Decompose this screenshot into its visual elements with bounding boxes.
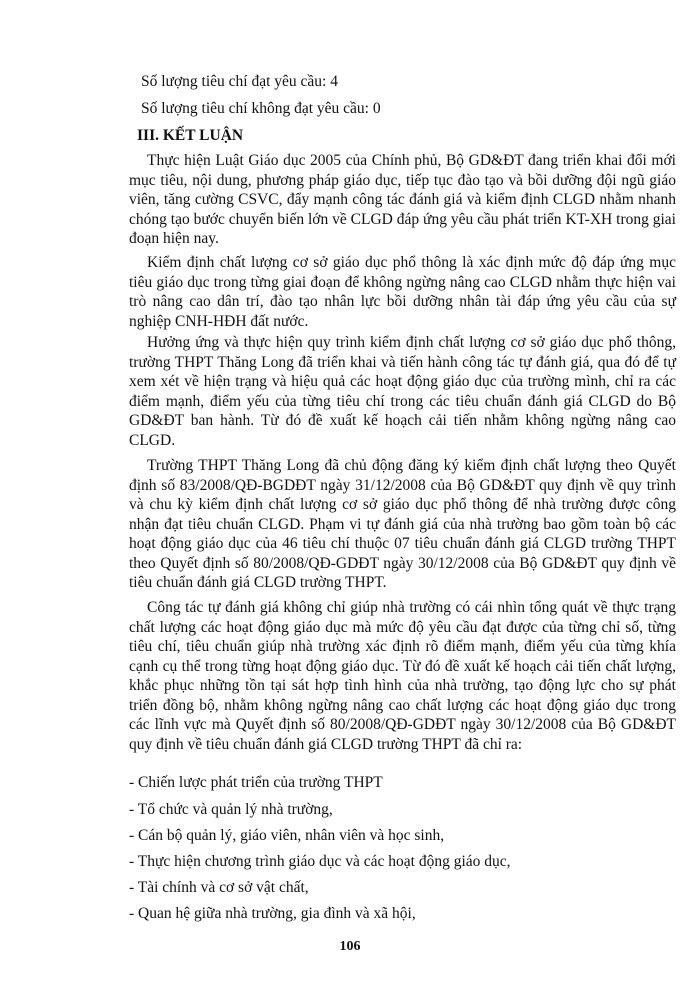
list-item: - Quan hệ giữa nhà trường, gia đình và xã hội, xyxy=(129,905,416,922)
list-item: - Tài chính và cơ sở vật chất, xyxy=(129,879,309,896)
paragraph-1: Thực hiện Luật Giáo dục 2005 của Chính phủ, Bộ GD&ĐT đang triển khai đổi mới mục tiêu, nội dung, phương pháp giáo dục, tiếp tục đào tạo và bồi dưỡng đội ngũ giáo viên, tăng cường CSVC, đẩy mạnh công tác đánh giá và kiểm định CLGD nhằm nhanh chóng tạo bước chuyển biến lớn về CLGD đáp ứng yêu cầu phát triển KT-XH trong giai đoạn hiện nay. xyxy=(129,152,676,247)
paragraph-3: Hưởng ứng và thực hiện quy trình kiểm định chất lượng cơ sở giáo dục phổ thông, trường THPT Thăng Long đã triển khai và tiến hành công tác tự đánh giá, qua đó để tự xem xét về hiện trạng và hiệu quả các hoạt động giáo dục của trường mình, chỉ ra các điểm mạnh, điểm yếu của từng tiêu chí trong các tiêu chuẩn đánh giá CLGD do Bộ GD&ĐT ban hành. Từ đó đề xuất kế hoạch cải tiến nhằm không ngừng nâng cao CLGD. xyxy=(129,334,676,449)
met-criteria-count: Số lượng tiêu chí đạt yêu cầu: 4 xyxy=(141,73,338,90)
list-item: - Chiến lược phát triển của trường THPT xyxy=(129,774,383,791)
list-item: - Thực hiện chương trình giáo dục và các hoạt động giáo dục, xyxy=(129,853,511,870)
section-heading: III. KẾT LUẬN xyxy=(137,127,244,144)
list-item: - Cán bộ quản lý, giáo viên, nhân viên và học sinh, xyxy=(129,827,445,844)
page-number: 106 xyxy=(339,939,361,954)
paragraph-2: Kiểm định chất lượng cơ sở giáo dục phổ thông là xác định mức độ đáp ứng mục tiêu giáo dục trong từng giai đoạn để không ngừng nâng cao CLGD nhằm thực hiện vai trò nâng cao dân trí, đào tạo nhân lực bồi dưỡng nhân tài đáp ứng yêu cầu của sự nghiệp CNH-HĐH đất nước. xyxy=(129,254,676,330)
unmet-criteria-count: Số lượng tiêu chí không đạt yêu cầu: 0 xyxy=(141,100,381,117)
paragraph-5: Công tác tự đánh giá không chỉ giúp nhà trường có cái nhìn tổng quát về thực trạng chất lượng các hoạt động giáo dục mà mức độ yêu cầu đạt được của từng chỉ số, từng tiêu chí, tiêu chuẩn giúp nhà trường xác định rõ điểm mạnh, điểm yếu của từng khía cạnh cụ thể trong từng hoạt động giáo dục. Từ đó đề xuất kế hoạch cải tiến chất lượng, khắc phục những tồn tại sát hợp tình hình của nhà trường, tạo động lực cho sự phát triển đồng bộ, nhằm không ngừng nâng cao chất lượng các hoạt động giáo dục trong các lĩnh vực mà Quyết định số 80/2008/QĐ-GDĐT ngày 30/12/2008 của Bộ GD&ĐT quy định về tiêu chuẩn đánh giá CLGD trường THPT đã chỉ ra: xyxy=(129,599,676,753)
paragraph-4: Trường THPT Thăng Long đã chủ động đăng ký kiểm định chất lượng theo Quyết định số 83/2008/QĐ-BGDĐT ngày 31/12/2008 của Bộ GD&ĐT quy định về quy trình và chu kỳ kiểm định chất lượng cơ sở giáo dục phổ thông để nhà trường được công nhận đạt tiêu chuẩn CLGD. Phạm vi tự đánh giá của nhà trường bao gồm toàn bộ các hoạt động giáo dục của 46 tiêu chí thuộc 07 tiêu chuẩn đánh giá CLGD trường THPT theo Quyết định số 80/2008/QĐ-GDĐT ngày 30/12/2008 của Bộ GD&ĐT quy định về tiêu chuẩn đánh giá CLGD trường THPT. xyxy=(129,457,676,591)
list-item: - Tổ chức và quản lý nhà trường, xyxy=(129,801,333,818)
